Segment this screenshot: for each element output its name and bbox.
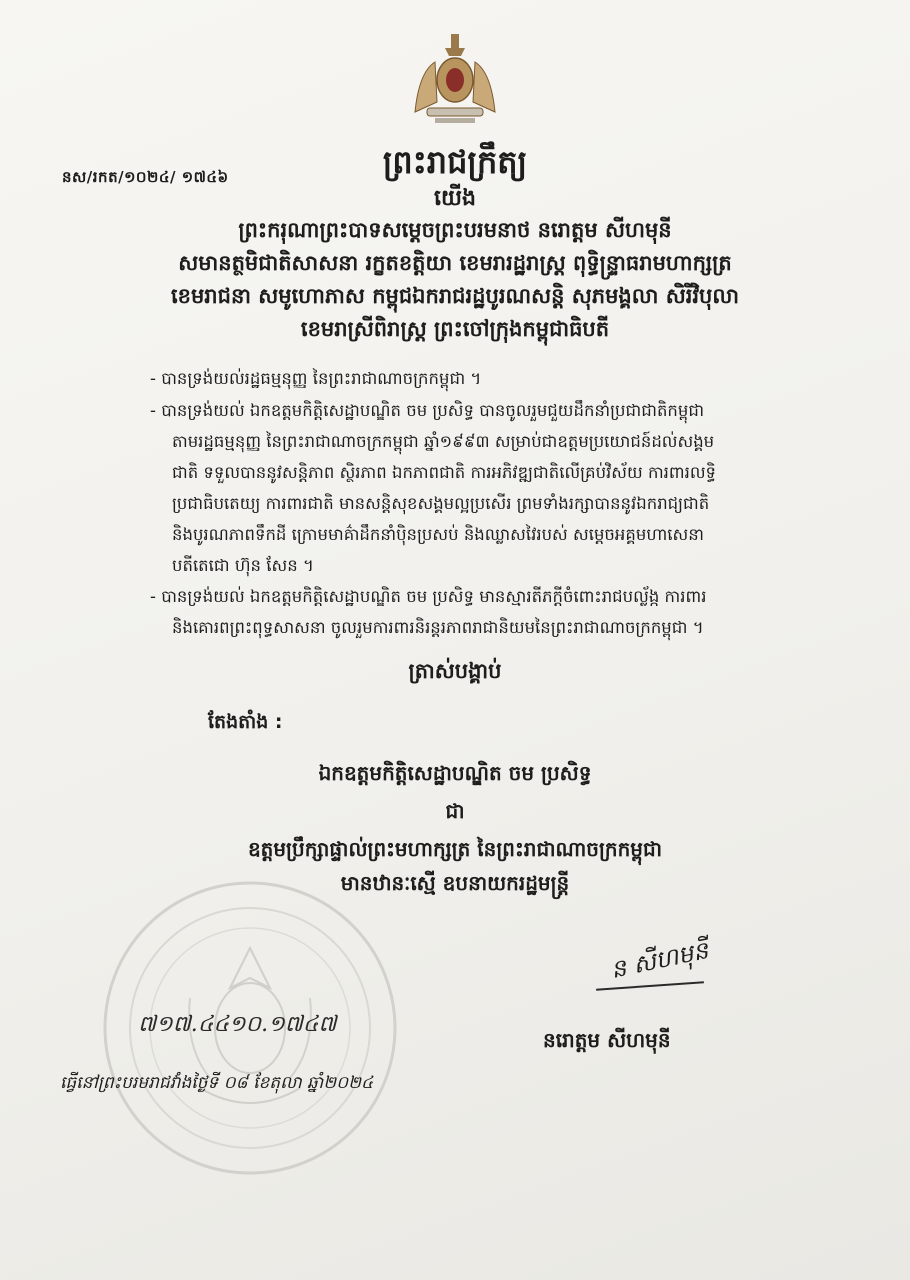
royal-title-line-1: ព្រះករុណាព្រះបាទសម្តេចព្រះបរមនាថ នរោត្តម សីហមុនី	[238, 218, 672, 242]
appointee-name: ឯកឧត្តមកិត្តិសេដ្ឋាបណ្ឌិត ចម ប្រសិទ្ធ	[318, 761, 592, 785]
recital-1: - បានទ្រង់យល់រដ្ឋធម្មនុញ្ញ នៃព្រះរាជាណាចក្រកម្ពុជា ។	[150, 369, 482, 388]
royal-title-line-3: ខេមរាជនា សមូហោភាស កម្ពុជឯករាជរដ្ឋបូរណសន្តិ សុភមង្គលា សិរីវិបុលា	[170, 284, 740, 308]
order-heading: ត្រាស់បង្គាប់	[408, 659, 502, 683]
as-word: ជា	[445, 799, 465, 823]
place-and-date: ធ្វើនៅព្រះបរមរាជវាំងថ្ងៃទី ០៨ ខែតុលា ឆ្នាំ២០២៤	[60, 1073, 374, 1093]
recital-3-line-2: និងគោរពព្រះពុទ្ធសាសនា ចូលរួមការពារនិរន្តរភាពរាជានិយមនៃព្រះរាជាណាចក្រកម្ពុជា ។	[172, 618, 704, 637]
signer-name: នរោត្តម សីហមុនី	[543, 1028, 671, 1052]
recital-2-line-6: បតីតេជោ ហ៊ុន សែន ។	[172, 556, 314, 575]
royal-title-line-4: ខេមរាស្រីពិរាស្ត្រ ព្រះចៅក្រុងកម្ពុជាធិបតី	[300, 317, 610, 341]
recital-2-line-5: និងបូរណភាពទឹកដី ក្រោមមាគ៌ាដឹកនាំប៉ិនប្រសប់ និងឈ្លាសវៃរបស់ សម្តេចអគ្គមហាសេនា	[172, 525, 704, 544]
recital-2-line-1: - បានទ្រង់យល់ ឯកឧត្តមកិត្តិសេដ្ឋាបណ្ឌិត ចម ប្រសិទ្ធ បានចូលរួមជួយដឹកនាំប្រជាជាតិកម្ពុជា	[150, 401, 705, 420]
position-line-2: មានឋានៈស្មើ ឧបនាយករដ្ឋមន្ត្រី	[340, 871, 570, 895]
seal-serial-number: ៧១៧.៤៤១០.១៧៤៧	[138, 1012, 337, 1037]
recital-2-line-4: ប្រជាធិបតេយ្យ ការពារជាតិ មានសន្តិសុខសង្គមល្អប្រសើរ ព្រមទាំងរក្សាបាននូវឯករាជ្យជាតិ	[172, 494, 710, 513]
royal-title-line-2: សមានត្ថមិជាតិសាសនា រក្ខតខត្តិយា ខេមរារដ្ឋរាស្ត្រ ពុទ្ធិន្ទ្រាធរាមហាក្សត្រ	[178, 251, 732, 275]
appoint-label: តែងតាំង :	[208, 711, 283, 733]
we-heading: យើង	[434, 186, 476, 211]
royal-coat-of-arms-icon	[405, 32, 505, 127]
position-line-1: ឧត្តមប្រឹក្សាផ្ទាល់ព្រះមហាក្សត្រ នៃព្រះរាជាណាចក្រកម្ពុជា	[247, 837, 663, 861]
recital-2-line-2: តាមរដ្ឋធម្មនុញ្ញ នៃព្រះរាជាណាចក្រកម្ពុជា ឆ្នាំ១៩៩៣ សម្រាប់ជាឧត្តមប្រយោជន៍ដល់សង្គម	[172, 432, 715, 451]
recital-3-line-1: - បានទ្រង់យល់ ឯកឧត្តមកិត្តិសេដ្ឋាបណ្ឌិត ចម ប្រសិទ្ធ មានស្មារតីភក្តីចំពោះរាជបល្ល័ង្ក ការពារ	[150, 587, 707, 606]
royal-signature: ន សីហមុនី	[608, 936, 711, 985]
recital-2-line-3: ជាតិ ទទួលបាននូវសន្តិភាព ស្ថិរភាព ឯកភាពជាតិ ការអភិវឌ្ឍជាតិលើគ្រប់វិស័យ ការពារលទ្ធិ	[172, 463, 717, 482]
reference-number: នស/រកត/១០២៤/ ១៧៤៦	[62, 168, 229, 186]
decree-title: ព្រះរាជក្រឹត្យ	[382, 143, 528, 181]
